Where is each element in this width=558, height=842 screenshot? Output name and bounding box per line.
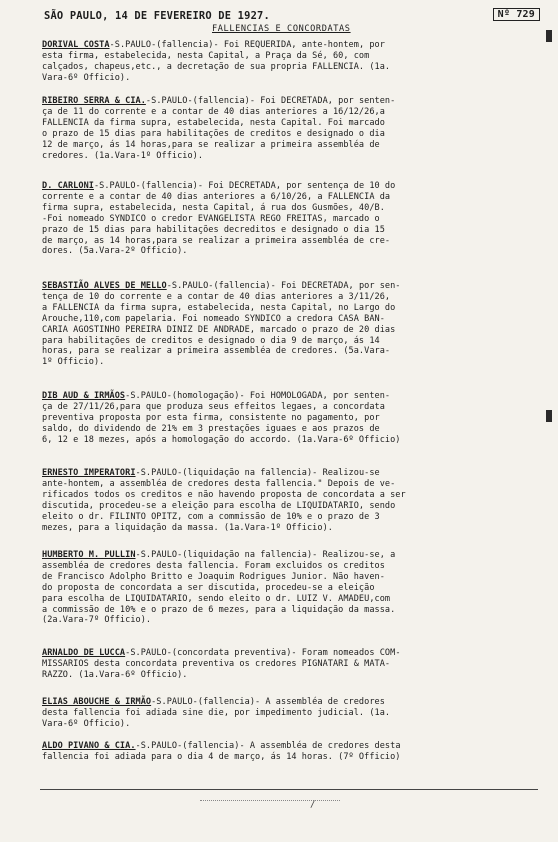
- footer-dotted-rule: [200, 800, 340, 801]
- entry-line: saldo, do dividendo de 21% em 3 prestações iguaes e aos prazos de: [42, 423, 380, 434]
- entry-line: para escolha de LIQUIDATARIO, sendo eleito o dr. LUIZ V. AMADEU,com: [42, 593, 391, 604]
- entry-line: [42, 40, 538, 51]
- entry-line: o prazo de 15 dias para habilitações de creditos e designado o dia: [42, 128, 385, 139]
- entry-line: assembléa de credores desta fallencia. Foram excluidos os creditos: [42, 560, 385, 571]
- entry-line: de Francisco Adolpho Britto e Joaquim Rodrigues Junior. Não haven-: [42, 571, 385, 582]
- entry-text: -S.PAULO-(fallencia)- Foi DECRETADA, por sentença de 10 do: [93, 181, 396, 191]
- entry-line: calçados, chapeus,etc., a decretação de sua propria FALLENCIA. (1a.: [42, 61, 391, 72]
- entry-line: credores. (1a.Vara-1º Officio).: [42, 150, 204, 161]
- entry-line: 6, 12 e 18 mezes, após a homologação do accordo. (1a.Vara-6º Officio): [42, 434, 401, 445]
- entry-heading: RIBEIRO SERRA & CIA.: [42, 96, 146, 106]
- entry-line: [42, 96, 538, 107]
- entry-line: rificados todos os creditos e não havendo proposta de concordata a ser: [42, 489, 406, 500]
- entry-line: ça de 27/11/26,para que produza seus effeitos legaes, a concordata: [42, 401, 385, 412]
- entry-text: -S.PAULO-(fallencia)- A assembléa de credores: [151, 697, 385, 707]
- entry-line: a FALLENCIA da firma supra, estabelecida, nesta Capital, no Largo do: [42, 302, 396, 313]
- entry-heading: ERNESTO IMPERATORI: [42, 468, 136, 478]
- entry-line: Vara-6º Officio).: [42, 72, 131, 83]
- entry-line: tença de 10 do corrente e a contar de 40 dias anteriores a 3/11/26,: [42, 291, 391, 302]
- entry-heading: HUMBERTO M. PULLIN: [42, 550, 136, 560]
- entry-line: de março, as 14 horas,para se realizar a primeira assembléa de cre-: [42, 235, 391, 246]
- entry-line: FALLENCIA da firma supra, estabelecida, nesta Capital. Foi marcado: [42, 117, 385, 128]
- entry-line: corrente e a contar de 40 dias anteriores a 6/10/26, a FALLENCIA da: [42, 191, 391, 202]
- entry-line: CARIA AGOSTINHO PEREIRA DINIZ DE ANDRADE, marcado o prazo de 20 dias: [42, 324, 396, 335]
- margin-mark: [546, 30, 552, 42]
- entry-line: [42, 181, 538, 192]
- entry-text: -S.PAULO-(concordata preventiva)- Foram nomeados COM-: [125, 648, 401, 658]
- entry-line: esta firma, estabelecida, nesta Capital, a Praça da Sé, 60, com: [42, 50, 370, 61]
- entry-line: a commissão de 10% e o prazo de 6 mezes, para a liquidação da massa.: [42, 604, 396, 615]
- margin-mark: [546, 410, 552, 422]
- entry-line: [42, 391, 538, 402]
- entry-line: Vara-6º Officio).: [42, 718, 131, 729]
- entry-line: Arouche,110,com papelaria. Foi nomeado SYNDICO a credora CASA BAN-: [42, 313, 385, 324]
- entry-line: eleito o dr. FILINTO OPITZ, com a commissão de 10% e o prazo de 3: [42, 511, 380, 522]
- document-number: Nº 729: [493, 8, 540, 21]
- entry-text: -S.PAULO-(homologação)- Foi HOMOLOGADA, por senten-: [125, 391, 391, 401]
- fallencia-entry: [42, 697, 538, 730]
- footer-mark: /: [310, 800, 316, 810]
- entry-heading: ARNALDO DE LUCCA: [42, 648, 126, 658]
- entry-heading: ALDO PIVANO & CIA.: [42, 741, 136, 751]
- entry-line: mezes, para a liquidação da massa. (1a.Vara-1º Officio).: [42, 522, 333, 533]
- entry-line: [42, 281, 538, 292]
- entry-text: -S.PAULO-(liquidação na fallencia)- Realizou-se: [135, 468, 380, 478]
- entry-heading: DIB AUD & IRMÃOS: [42, 391, 126, 401]
- entry-line: [42, 697, 538, 708]
- entry-line: preventiva proposta por esta firma, consistente no pagamento, por: [42, 412, 380, 423]
- entry-line: para habilitações de creditos e designado o dia 9 de março, ás 14: [42, 335, 380, 346]
- entry-text: -S.PAULO-(fallencia)- Foi DECRETADA, por sen-: [166, 281, 401, 291]
- entry-line: ante-hontem, a assembléa de credores desta fallencia." Depois de ve-: [42, 478, 396, 489]
- entry-line: horas, para se realizar a primeira assembléa de credores. (5a.Vara-: [42, 346, 391, 357]
- entry-line: prazo de 15 dias para habilitações decreditos e designado o dia 15: [42, 224, 385, 235]
- entry-line: [42, 741, 538, 752]
- entry-line: -Foi nomeado SYNDICO o credor EVANGELISTA REGO FREITAS, marcado o: [42, 213, 380, 224]
- entry-text: -S.PAULO-(fallencia)- Foi DECRETADA, por senten-: [145, 96, 396, 106]
- fallencia-entry: [42, 181, 538, 257]
- entry-heading: SEBASTIÃO ALVES DE MELLO: [42, 281, 167, 291]
- entry-text: -S.PAULO-(fallencia)- Foi REQUERIDA, ante-hontem, por: [109, 40, 385, 50]
- entry-line: firma supra, estabelecida, nesta Capital, á rua dos Gusmões, 40/B.: [42, 202, 385, 213]
- entry-line: MISSARIOS desta concordata preventiva os credores PIGNATARI & MATA-: [42, 658, 391, 669]
- entry-line: 12 de março, ás 14 horas,para se realizar a primeira assembléa de: [42, 139, 380, 150]
- entry-heading: ELIAS ABOUCHE & IRMÃO: [42, 697, 152, 707]
- entry-line: desta fallencia foi adiada sine die, por impedimento judicial. (1a.: [42, 707, 391, 718]
- entry-text: -S.PAULO-(liquidação na fallencia)- Realizou-se, a: [135, 550, 396, 560]
- fallencia-entry: [42, 468, 538, 533]
- section-title: FALLENCIAS E CONCORDATAS: [212, 24, 351, 34]
- entry-line: do proposta de concordata a ser discutida, procedeu-se a eleição: [42, 582, 375, 593]
- fallencia-entry: [42, 550, 538, 626]
- entry-line: fallencia foi adiada para o dia 4 de março, ás 14 horas. (7º Officio): [42, 751, 401, 762]
- entry-line: 1º Officio).: [42, 357, 105, 368]
- entry-heading: D. CARLONI: [42, 181, 94, 191]
- entry-line: [42, 648, 538, 659]
- fallencia-entry: [42, 40, 538, 84]
- entry-line: discutida, procedeu-se a eleição para escolha de LIQUIDATARIO, sendo: [42, 500, 396, 511]
- footer-rule: [40, 789, 538, 790]
- entry-line: [42, 468, 538, 479]
- entry-line: ça de 11 do corrente e a contar de 40 dias anteriores a 16/12/26,a: [42, 106, 385, 117]
- city-date: SÃO PAULO, 14 DE FEVEREIRO DE 1927.: [44, 10, 270, 22]
- entry-heading: DORIVAL COSTA: [42, 40, 110, 50]
- entry-line: RAZZO. (1a.Vara-6º Officio).: [42, 669, 188, 680]
- entry-line: [42, 550, 538, 561]
- fallencia-entry: [42, 281, 538, 368]
- fallencia-entry: [42, 648, 538, 681]
- fallencia-entry: [42, 391, 538, 446]
- entry-line: (2a.Vara-7º Officio).: [42, 615, 152, 626]
- fallencia-entry: [42, 741, 538, 763]
- fallencia-entry: [42, 96, 538, 161]
- entry-line: dores. (5a.Vara-2º Officio).: [42, 246, 188, 257]
- entry-text: -S.PAULO-(fallencia)- A assembléa de credores desta: [135, 741, 401, 751]
